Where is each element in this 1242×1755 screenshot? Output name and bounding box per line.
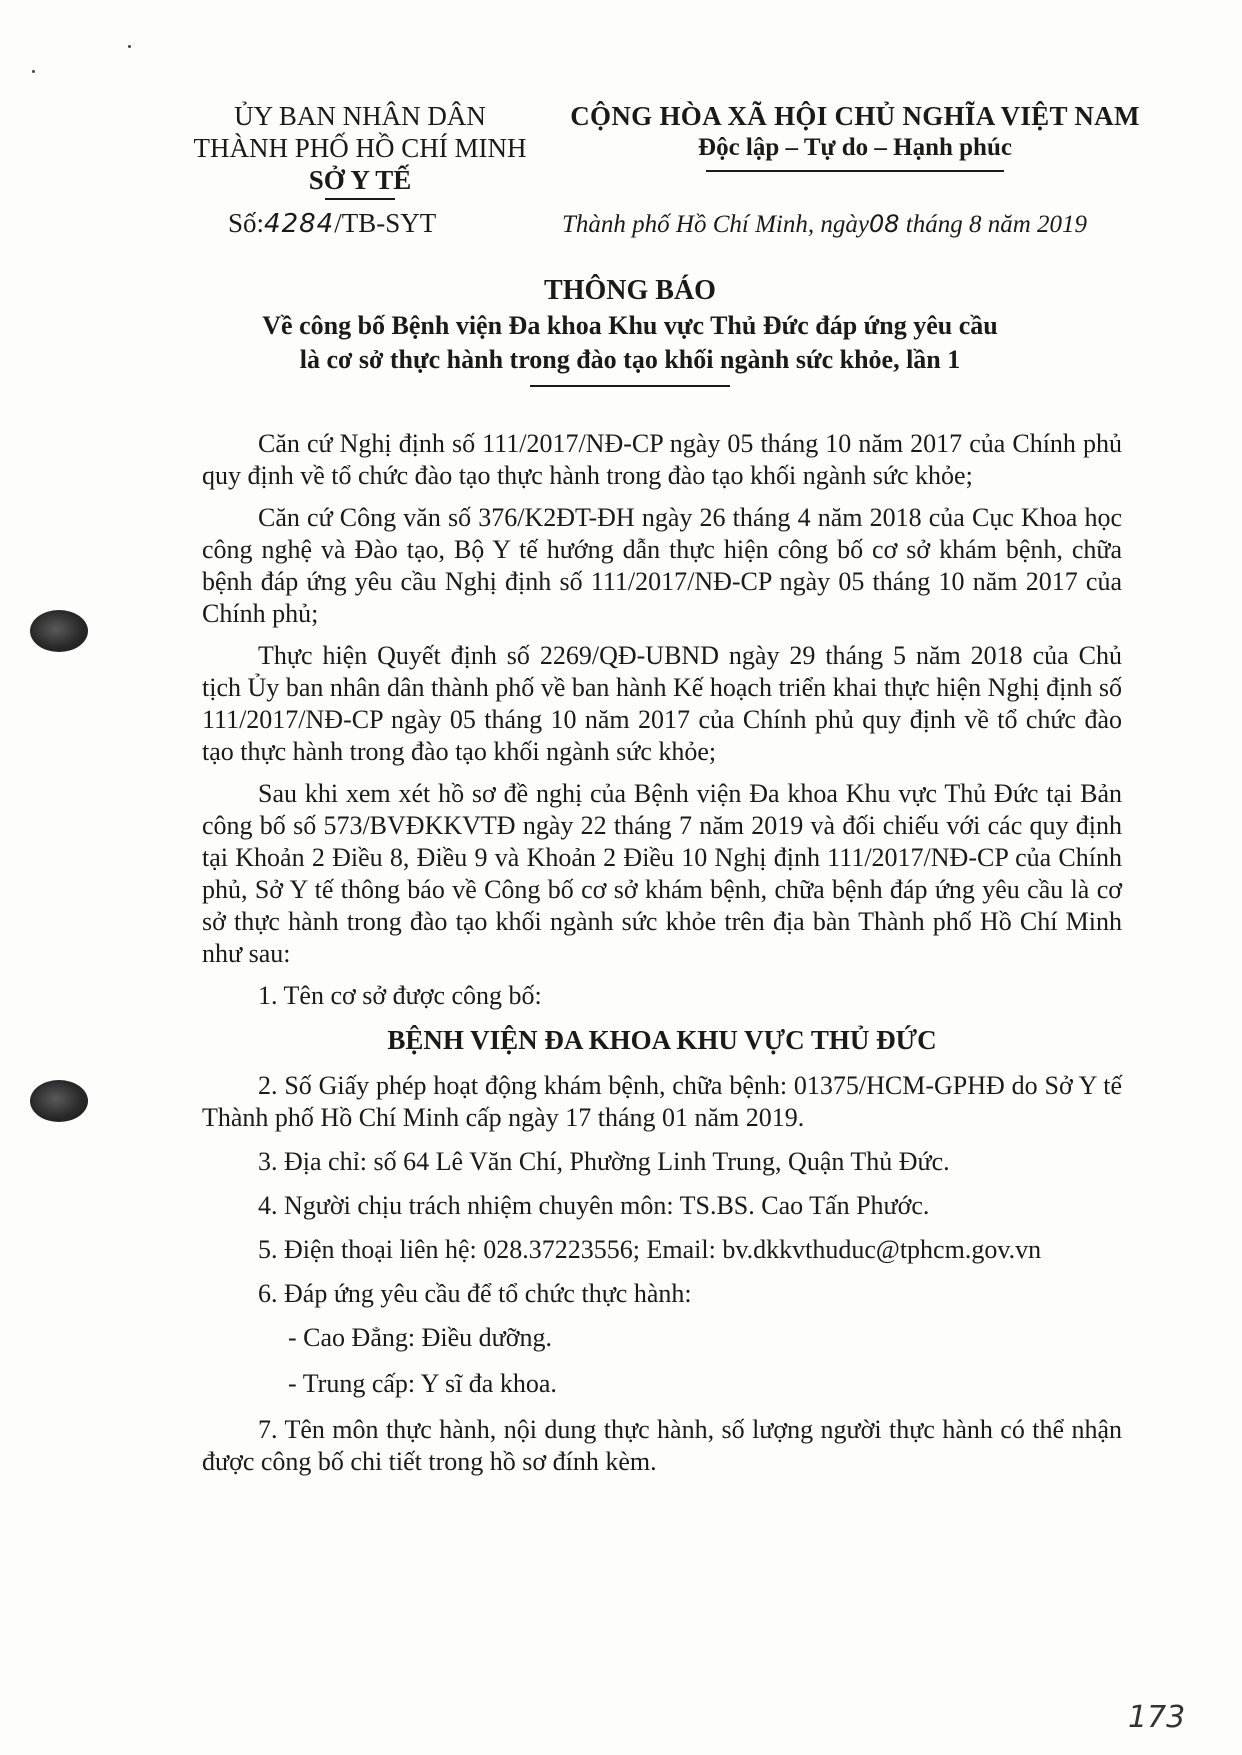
punch-hole — [30, 1080, 88, 1122]
national-motto: Độc lập – Tự do – Hạnh phúc — [698, 134, 1012, 161]
list-item-practice-details: 7. Tên môn thực hành, nội dung thực hành, số lượng người thực hành có thể nhận được công bố chi tiết trong hồ sơ đính kèm. — [202, 1415, 1122, 1476]
document-number-prefix: Số: — [228, 208, 265, 238]
authority-underline — [325, 198, 395, 200]
authority-line-1: ỦY BAN NHÂN DÂN — [234, 101, 486, 131]
authority-department: SỞ Y TẾ — [308, 165, 412, 195]
list-item-license: 2. Số Giấy phép hoạt động khám bệnh, chữa bệnh: 01375/HCM-GPHĐ do Sở Y tế Thành phố Hồ Chí Minh cấp ngày 17 tháng 01 năm 2019. — [202, 1071, 1122, 1132]
document-number-suffix: /TB-SYT — [334, 208, 437, 238]
document-body — [202, 428, 1122, 1490]
legal-basis-paragraph: Căn cứ Nghị định số 111/2017/NĐ-CP ngày 05 tháng 10 năm 2017 của Chính phủ quy định về tổ chức đào tạo thực hành trong đào tạo khối ngành sức khỏe; — [202, 429, 1122, 490]
issuing-authority-block — [170, 100, 550, 200]
document-title: THÔNG BÁO — [544, 275, 716, 306]
issue-date-suffix: tháng 8 năm 2019 — [899, 211, 1087, 238]
issue-date — [562, 210, 1087, 239]
legal-basis-paragraph: Căn cứ Công văn số 376/K2ĐT-ĐH ngày 26 tháng 4 năm 2018 của Cục Khoa học công nghệ và Đào tạo, Bộ Y tế hướng dẫn thực hiện công bố cơ sở khám bệnh, chữa bệnh đáp ứng yêu cầu Nghị định số 111/2017/NĐ-CP ngày 05 tháng 10 năm 2017 của Chính phủ; — [202, 503, 1122, 628]
title-underline — [530, 385, 730, 387]
country-name: CỘNG HÒA XÃ HỘI CHỦ NGHĨA VIỆT NAM — [570, 101, 1140, 131]
authority-line-2: THÀNH PHỐ HỒ CHÍ MINH — [193, 133, 527, 163]
document-number-handwritten: 4284 — [264, 209, 335, 239]
document-number — [228, 208, 436, 239]
issue-date-prefix: Thành phố Hồ Chí Minh, ngày — [562, 211, 869, 238]
list-item-responsible-person: 4. Người chịu trách nhiệm chuyên môn: TS.BS. Cao Tấn Phước. — [258, 1191, 930, 1220]
review-paragraph: Sau khi xem xét hồ sơ đề nghị của Bệnh viện Đa khoa Khu vực Thủ Đức tại Bản công bố số 573/BVĐKKVTĐ ngày 22 tháng 7 năm 2019 và đối chiếu với các quy định tại Khoản 2 Điều 8, Điều 9 và Khoản 2 Điều 10 Nghị định 111/2017/NĐ-CP của Chính phủ, Sở Y tế thông báo về Công bố cơ sở khám bệnh, chữa bệnh đáp ứng yêu cầu là cơ sở thực hành trong đào tạo khối ngành sức khỏe trên địa bàn Thành phố Hồ Chí Minh như sau: — [202, 779, 1122, 968]
list-item-address: 3. Địa chỉ: số 64 Lê Văn Chí, Phường Linh Trung, Quận Thủ Đức. — [258, 1147, 950, 1176]
national-heading-block — [555, 100, 1155, 172]
facility-name: BỆNH VIỆN ĐA KHOA KHU VỰC THỦ ĐỨC — [387, 1025, 937, 1055]
list-item-contact: 5. Điện thoại liên hệ: 028.37223556; Email: bv.dkkvthuduc@tphcm.gov.vn — [258, 1235, 1042, 1264]
scan-speck — [128, 45, 131, 48]
list-item-facility-name-label: 1. Tên cơ sở được công bố: — [258, 981, 542, 1010]
motto-underline — [706, 170, 1004, 172]
list-subitem-intermediate: - Trung cấp: Y sĩ đa khoa. — [288, 1369, 557, 1398]
scan-speck — [32, 70, 35, 73]
list-item-training-requirements: 6. Đáp ứng yêu cầu để tổ chức thực hành: — [258, 1279, 692, 1308]
punch-hole — [30, 610, 88, 652]
issue-date-day-handwritten: 08 — [868, 210, 900, 238]
handwritten-page-mark: 173 — [1128, 1700, 1186, 1735]
document-title-block — [150, 273, 1110, 387]
list-subitem-college: - Cao Đẳng: Điều dưỡng. — [288, 1323, 552, 1352]
legal-basis-paragraph: Thực hiện Quyết định số 2269/QĐ-UBND ngày 29 tháng 5 năm 2018 của Chủ tịch Ủy ban nhân dân thành phố về ban hành Kế hoạch triển khai thực hiện Nghị định số 111/2017/NĐ-CP ngày 05 tháng 10 năm 2017 của Chính phủ quy định về tổ chức đào tạo thực hành trong đào tạo khối ngành sức khỏe; — [202, 641, 1122, 766]
document-subtitle-line-1: Về công bố Bệnh viện Đa khoa Khu vực Thủ Đức đáp ứng yêu cầu — [262, 311, 998, 340]
document-subtitle-line-2: là cơ sở thực hành trong đào tạo khối ngành sức khỏe, lần 1 — [299, 345, 961, 374]
